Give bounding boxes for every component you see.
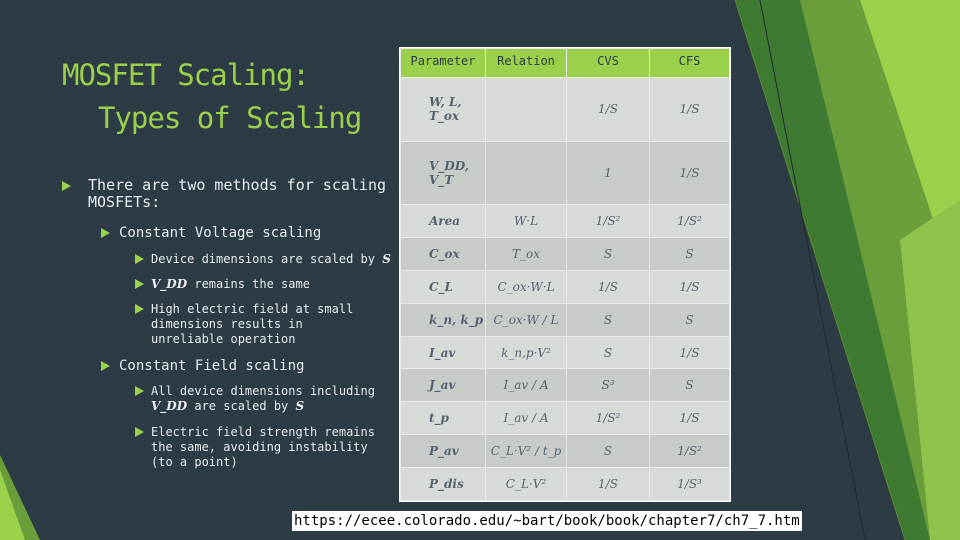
bullet-cvs-item-1 bbox=[151, 252, 391, 267]
bullet-arrow-icon bbox=[135, 254, 144, 264]
cfs-item-2-text: Electric field strength remains the same, avoiding instability (to a point) bbox=[151, 425, 375, 469]
cell-parameter: W, L, T_ox bbox=[401, 78, 486, 142]
cell-parameter: C_ox bbox=[401, 237, 486, 270]
cell-relation: C_L·V² / t_p bbox=[486, 435, 567, 468]
table-row bbox=[401, 435, 730, 468]
bullet-intro-text: There are two methods for scaling MOSFETs: bbox=[88, 176, 387, 211]
cell-cfs: S bbox=[650, 369, 730, 402]
table-row bbox=[401, 303, 730, 336]
title-line-2: Types of Scaling bbox=[98, 101, 362, 135]
cell-cvs: S bbox=[567, 336, 650, 369]
cell-relation: k_n,p·V² bbox=[486, 336, 567, 369]
cell-cfs: 1/S bbox=[650, 336, 730, 369]
cell-cvs: S bbox=[567, 237, 650, 270]
cell-parameter: C_L bbox=[401, 270, 486, 303]
bullet-intro bbox=[88, 177, 388, 211]
cell-relation: I_av / A bbox=[486, 369, 567, 402]
cell-relation: T_ox bbox=[486, 237, 567, 270]
table-header-row bbox=[401, 49, 730, 78]
cell-cfs: S bbox=[650, 237, 730, 270]
cell-parameter: Area bbox=[401, 205, 486, 238]
table-row bbox=[401, 369, 730, 402]
cvs-item-2-var: V_DD bbox=[151, 277, 188, 291]
cell-cfs: 1/S bbox=[650, 141, 730, 205]
cell-relation bbox=[486, 141, 567, 205]
cvs-item-3-text: High electric field at small dimensions results in unreliable operation bbox=[151, 302, 354, 346]
cell-parameter: P_av bbox=[401, 435, 486, 468]
cell-cfs: 1/S bbox=[650, 270, 730, 303]
cell-cvs: 1 bbox=[567, 141, 650, 205]
cell-cvs: 1/S² bbox=[567, 205, 650, 238]
table-row bbox=[401, 402, 730, 435]
header-cvs: CVS bbox=[567, 49, 650, 78]
cell-cvs: S bbox=[567, 303, 650, 336]
bullet-arrow-icon bbox=[135, 304, 144, 314]
cell-relation: C_L·V² bbox=[486, 468, 567, 501]
table-row bbox=[401, 336, 730, 369]
cell-cfs: S bbox=[650, 303, 730, 336]
source-link[interactable]: https://ecee.colorado.edu/~bart/book/book/chapter7/ch7_7.htm bbox=[294, 513, 800, 529]
bullet-cvs-label: Constant Voltage scaling bbox=[119, 225, 322, 241]
bullet-arrow-icon bbox=[62, 181, 71, 191]
table-row bbox=[401, 205, 730, 238]
cvs-item-1-var: S bbox=[382, 252, 391, 266]
cell-relation: I_av / A bbox=[486, 402, 567, 435]
cell-parameter: V_DD, V_T bbox=[401, 141, 486, 205]
table-row bbox=[401, 468, 730, 501]
header-cfs: CFS bbox=[650, 49, 730, 78]
cell-relation: W·L bbox=[486, 205, 567, 238]
header-relation: Relation bbox=[486, 49, 567, 78]
table-row bbox=[401, 141, 730, 205]
cell-cvs: 1/S bbox=[567, 78, 650, 142]
slide-title bbox=[62, 54, 361, 140]
cell-cfs: 1/S bbox=[650, 78, 730, 142]
cvs-item-1-text: Device dimensions are scaled by bbox=[151, 252, 383, 266]
table-row bbox=[401, 270, 730, 303]
cfs-item-1-text: All device dimensions including bbox=[151, 384, 375, 398]
cell-relation bbox=[486, 78, 567, 142]
scaling-table bbox=[399, 47, 731, 502]
cell-cfs: 1/S³ bbox=[650, 468, 730, 501]
bullet-arrow-icon bbox=[101, 228, 110, 238]
cell-cvs: 1/S bbox=[567, 270, 650, 303]
table-row bbox=[401, 78, 730, 142]
cell-parameter: t_p bbox=[401, 402, 486, 435]
cell-parameter: J_av bbox=[401, 369, 486, 402]
title-line-1: MOSFET Scaling: bbox=[62, 58, 309, 92]
bullet-cvs bbox=[119, 225, 389, 241]
cell-cfs: 1/S bbox=[650, 402, 730, 435]
cell-cvs: S bbox=[567, 435, 650, 468]
cell-parameter: I_av bbox=[401, 336, 486, 369]
bullet-cfs-item-2 bbox=[151, 425, 376, 470]
cfs-item-1-text-2: are scaled by bbox=[187, 399, 296, 413]
cfs-item-1-var: V_DD bbox=[151, 399, 188, 413]
cvs-item-2-text: remains the same bbox=[187, 277, 310, 291]
bullet-arrow-icon bbox=[135, 279, 144, 289]
cell-relation: C_ox·W·L bbox=[486, 270, 567, 303]
cell-cfs: 1/S² bbox=[650, 205, 730, 238]
bullet-cfs-label: Constant Field scaling bbox=[119, 358, 305, 374]
bullet-cfs-item-1 bbox=[151, 384, 386, 414]
cell-parameter: P_dis bbox=[401, 468, 486, 501]
cell-cvs: 1/S² bbox=[567, 402, 650, 435]
cell-cvs: S³ bbox=[567, 369, 650, 402]
cell-parameter: k_n, k_p bbox=[401, 303, 486, 336]
table-row bbox=[401, 237, 730, 270]
cell-relation: C_ox·W / L bbox=[486, 303, 567, 336]
header-parameter: Parameter bbox=[401, 49, 486, 78]
bullet-arrow-icon bbox=[135, 386, 144, 396]
bullet-arrow-icon bbox=[101, 361, 110, 371]
bullet-cvs-item-2 bbox=[151, 277, 391, 292]
bullet-arrow-icon bbox=[135, 427, 144, 437]
cfs-item-1-var-2: S bbox=[295, 399, 305, 413]
cell-cfs: 1/S² bbox=[650, 435, 730, 468]
bullet-cvs-item-3 bbox=[151, 302, 366, 347]
bullet-cfs bbox=[119, 358, 389, 374]
cell-cvs: 1/S bbox=[567, 468, 650, 501]
